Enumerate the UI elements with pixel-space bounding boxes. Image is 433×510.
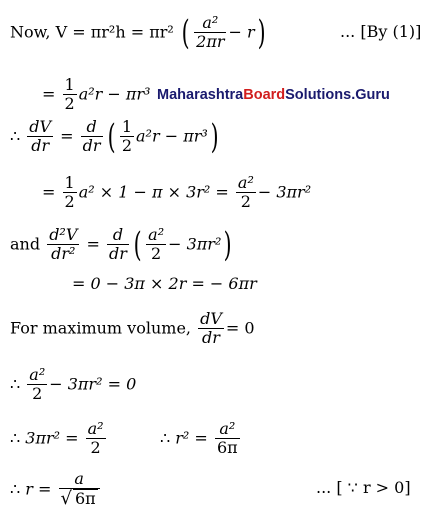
- equation-second-derivative-result: = 0 − 3π × 2r = − 6πr: [72, 274, 257, 293]
- watermark: [157, 87, 390, 103]
- maximum-volume-condition: For maximum volume, $\frac{dV}{dr}$ = 0: [10, 309, 255, 348]
- reference-r-positive: ... [ ∵ r > 0]: [316, 478, 411, 497]
- equation-solve-r-squared: ∴ 3πr² = $\frac{\text{a²}}{2}$: [10, 419, 104, 458]
- equation-set-zero: ∴ $\frac{\text{a²}}{2}$ − 3πr² = 0: [10, 365, 137, 404]
- equation-volume: Now, V = πr²h = πr² ( $\frac{\text{a²}}{2\pi r}$ − r): [10, 12, 266, 53]
- watermark-part-maharashtra: Maharashtra: [157, 87, 244, 103]
- watermark-part-solutions: Solutions.Guru: [285, 87, 390, 103]
- watermark-part-board: Board: [243, 87, 286, 103]
- reference-by-1: ... [By (1)]: [340, 22, 422, 41]
- equation-first-derivative: ∴ $\frac{dV}{dr}$ = $\frac{d}{dr}$ ( $\frac{1}{2}$ a²r − πr³): [10, 116, 219, 157]
- equation-r-squared-result: ∴ r² = $\frac{\text{a²}}{6\pi}$: [160, 419, 238, 458]
- equation-first-derivative-result: = $\frac{1}{2}$ a² × 1 − π × 3r² = $\frac{\text{a²}}{2}$ − 3πr²: [42, 173, 312, 212]
- equation-r-result: ∴ r = $\frac{a}{√ 6\pi}$: [10, 470, 102, 510]
- volume-expression: Now, V = πr²h = πr²: [10, 22, 174, 42]
- equation-simplified-volume: = $\frac{1}{2}$ a²r − πr³: [42, 75, 151, 114]
- equation-second-derivative: and $\frac{\text{d²V}}{\text{dr²}}$ = $\frac{d}{dr}$ ( $\frac{\text{a²}}{2}$ − 3πr²): [10, 224, 232, 265]
- fraction: $\frac{\text{a²}}{2\pi r}$: [196, 13, 225, 52]
